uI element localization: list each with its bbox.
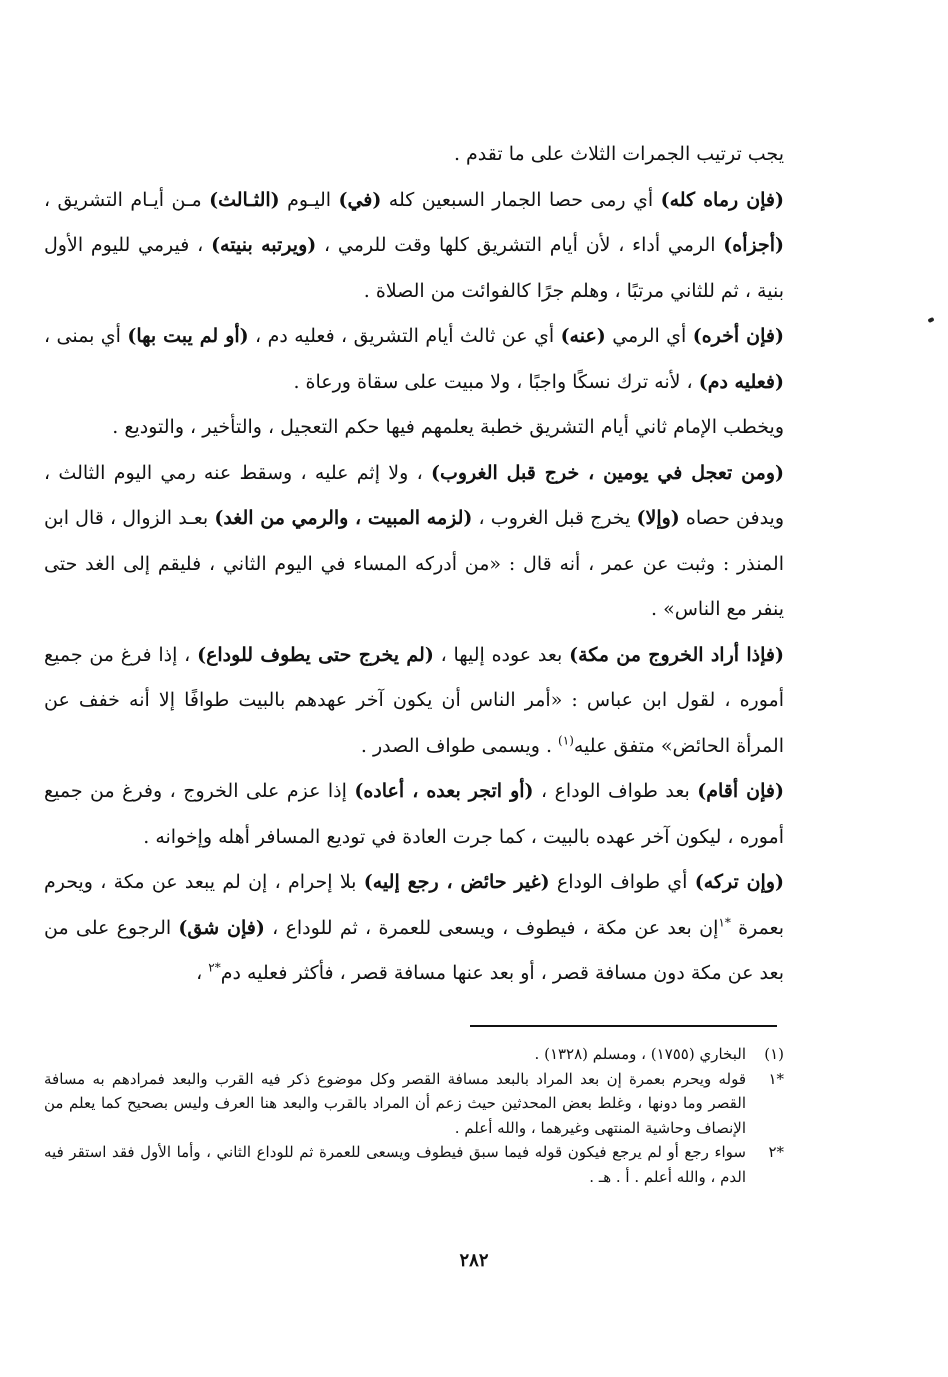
matn-text: (الثـالث) xyxy=(209,188,280,211)
paragraph xyxy=(44,405,784,451)
sharh-text: بلا إحرام ، إن لم يبعد عن مكة ، ويحرم بعمرة xyxy=(44,871,784,939)
paragraph xyxy=(44,132,784,178)
matn-text: (فإن أقام) xyxy=(697,780,784,802)
margin-ink-mark xyxy=(927,317,934,323)
matn-text: (ومن تعجل في يومين ، خرج قبل الغروب) xyxy=(431,461,784,484)
paragraph xyxy=(44,769,784,860)
matn-text: (فإذا أراد الخروج من مكة) xyxy=(569,643,784,666)
matn-text: (لم يخرج حتى يطوف للوداع) xyxy=(197,643,434,666)
sharh-text: مـن أيـام التشريق ، xyxy=(44,188,210,211)
matn-text: (غير حائض ، رجع إليه) xyxy=(363,871,550,893)
paragraph xyxy=(44,451,784,633)
matn-text: (أو لم يبت بها) xyxy=(127,325,249,347)
paragraph xyxy=(44,178,784,315)
sharh-text: بعد عوده إليها ، xyxy=(433,643,570,666)
sharh-text: أي عن ثالث أيام التشريق ، فعليه دم ، xyxy=(248,325,561,347)
footnote-text: سواء رجع أو لم يرجع فيكون قوله فيما سبق فيطوف ويسعى للعمرة ثم للوداع الثاني ، وأما الأول فقد استقر فيه الدم ، والله أعلم . أ . هـ . xyxy=(44,1143,746,1186)
matn-text: (أجزأه) xyxy=(723,234,784,256)
footnote-text: قوله ويحرم بعمرة إن بعد المراد بالبعد مسافة القصر وكل موضوع ذكر فيه القرب والبعد فمرادهم به مسافة القصر وما دونها ، وغلط بعض المحدثين حيث زعم أن المراد بالقرب والبعد هنا العرف وليس بصحيح كما يعلم من الإنصاف وحاشية المنتهى وغيرهما ، والله أعلم . xyxy=(44,1069,746,1137)
footnote-ref: (١) xyxy=(558,733,574,748)
sharh-text: يخرج قبل الغروب ، xyxy=(472,507,637,529)
sharh-text: ، ولا إثم عليه ، وسقط عنه رمي اليوم الثالث ، ويدفن حصاه xyxy=(44,461,784,529)
sharh-text: بعـد الزوال ، قال ابن المنذر : وثبت عن عمر ، أنه قال : «من أدركه المساء في اليوم الثاني ، فليقم إلى الغد حتى ينفر مع الناس» . xyxy=(44,507,784,620)
sharh-text: اليـوم xyxy=(279,188,339,211)
sharh-text: إذا عزم على الخروج ، وفرغ من جميع أموره ، ليكون آخر عهده بالبيت ، كما جرت العادة في توديع المسافر أهله وإخوانه . xyxy=(44,780,784,848)
sharh-text: أي طواف الوداع xyxy=(549,871,695,893)
paragraph xyxy=(44,314,784,405)
sharh-text: يجب ترتيب الجمرات الثلاث على ما تقدم . xyxy=(453,143,784,165)
paragraph xyxy=(44,633,784,770)
sharh-text: بعد طواف الوداع ، xyxy=(533,780,698,802)
matn-text: (وإن تركه) xyxy=(694,871,784,893)
sharh-text: أي بمنى ، xyxy=(44,325,128,347)
matn-text: (لزمه المبيت ، والرمي من الغد) xyxy=(214,507,473,529)
footnote-mark: *٢ xyxy=(768,1143,784,1161)
matn-text: (فإن رماه كله) xyxy=(660,188,785,211)
sharh-text: الرمي أداء ، لأن أيام التشريق كلها وقت للرمي ، xyxy=(316,234,724,256)
footnote-separator xyxy=(470,1025,777,1027)
sharh-text: . ويسمى طواف الصدر . xyxy=(360,734,559,757)
sharh-text: أي رمى حصا الجمار السبعين كله xyxy=(381,188,661,211)
sharh-text: ، فيرمي لليوم الأول بنية ، ثم للثاني مرتبًا ، وهلم جرًا كالفوائت من الصلاة . xyxy=(44,234,784,302)
sharh-text: ويخطب الإمام ثاني أيام التشريق خطبة يعلمهم فيها حكم التعجيل ، والتأخير ، والتوديع . xyxy=(112,416,784,438)
sharh-text: ، xyxy=(196,962,209,984)
footnotes xyxy=(44,1042,784,1189)
matn-text: (فإن شق) xyxy=(178,916,265,939)
sharh-text: الرجوع على من بعد عن مكة دون مسافة قصر ، أو بعد عنها مسافة قصر ، فأكثر فعليه دم xyxy=(44,916,784,984)
footnote xyxy=(44,1067,784,1141)
sharh-text: أي الرمي xyxy=(605,325,693,347)
sharh-text: ، لأنه ترك نسكًا واجبًا ، ولا مبيت على سقاة ورعاة . xyxy=(293,370,699,393)
paragraph xyxy=(44,860,784,997)
footnote-mark: (١) xyxy=(764,1045,784,1063)
footnote xyxy=(44,1042,784,1067)
footnote-text: البخاري (١٧٥٥) ، ومسلم (١٣٢٨) . xyxy=(534,1045,746,1063)
matn-text: (ويرتبه بنيته) xyxy=(211,234,317,256)
footnote-mark: *١ xyxy=(768,1069,784,1088)
matn-text: (وإلا) xyxy=(636,507,680,529)
page-number: ٢٨٢ xyxy=(459,1250,489,1271)
footnote xyxy=(44,1140,784,1189)
matn-text: (أو اتجر بعده ، أعاده) xyxy=(354,780,534,802)
matn-text: (عنه) xyxy=(560,325,606,347)
matn-text: (فإن أخره) xyxy=(692,325,784,347)
footnote-ref: *١ xyxy=(718,915,731,930)
matn-text: (فعليه دم) xyxy=(698,370,784,393)
footnote-ref: *٢ xyxy=(208,960,221,975)
matn-text: (في) xyxy=(338,188,382,211)
main-text xyxy=(44,132,784,997)
sharh-text: إن بعد عن مكة ، فيطوف ، ويسعى للعمرة ، ثم للوداع ، xyxy=(264,916,719,939)
sharh-text: ، إذا فرغ من جميع أموره ، لقول ابن عباس : «أمر الناس أن يكون آخر عهدهم بالبيت طوافًا إلا أنه خفف عن المرأة الحائض» متفق عليه xyxy=(44,643,784,757)
